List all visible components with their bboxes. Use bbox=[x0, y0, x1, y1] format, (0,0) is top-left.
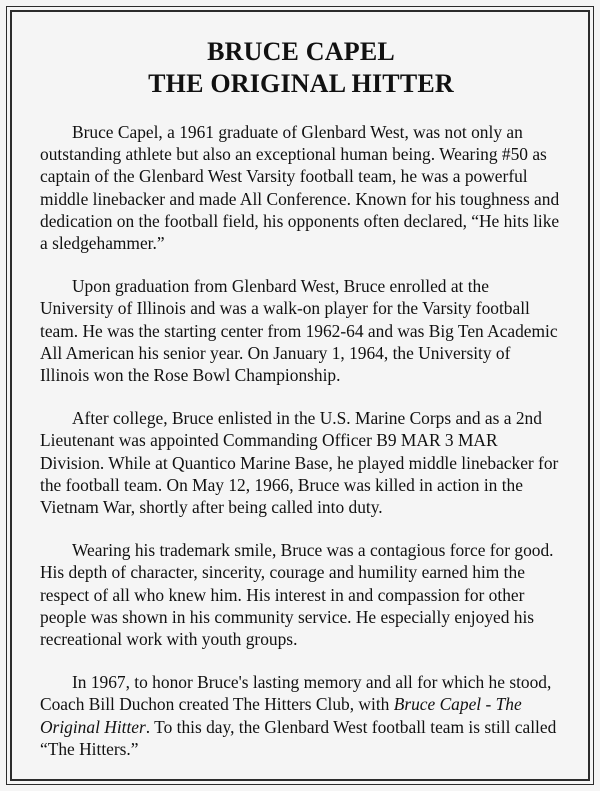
paragraph-university: Upon graduation from Glenbard West, Bruce enrolled at the University of Illinois and was a walk-on player for the Varsity football team. He was the starting center from 1962-64 and was Big Ten Academic All American his senior year. On January 1, 1964, the University of Illinois won the Rose Bowl Championship. bbox=[40, 276, 558, 386]
legacy-italic-title: Bruce Capel - The Original Hitter bbox=[40, 694, 522, 737]
paragraph-biography: Bruce Capel, a 1961 graduate of Glenbard West, was not only an outstanding athlete but also an exceptional human being. Wearing #50 as captain of the Glenbard West Varsity football team, he was a powerful middle linebacker and made All Conference. Known for his toughness and dedication on the football field, his opponents often declared, “He hits like a sledgehammer.” bbox=[40, 122, 560, 254]
title-line-name: BRUCE CAPEL bbox=[207, 37, 395, 66]
legacy-text-end: . To this day, the Glenbard West football team is still called “The Hitters.” bbox=[40, 716, 557, 759]
legacy-text-start: In 1967, to honor Bruce's lasting memory and all for which he stood, Coach Bill Duchon created The Hitters Club, with bbox=[40, 672, 552, 715]
title-line-subtitle: THE ORIGINAL HITTER bbox=[148, 69, 454, 98]
paragraph-marine-corps: After college, Bruce enlisted in the U.S. Marine Corps and as a 2nd Lieutenant was appointed Commanding Officer B9 MAR 3 MAR Division. While at Quantico Marine Base, he played middle linebacker for the football team. On May 12, 1966, Bruce was killed in action in the Vietnam War, shortly after being called into duty. bbox=[40, 408, 559, 518]
paragraph-character: Wearing his trademark smile, Bruce was a contagious force for good. His depth of character, sincerity, courage and humility earned him the respect of all who knew him. His interest in and compassion for other people was shown in his community service. He especially enjoyed his recreational work with youth groups. bbox=[40, 540, 554, 650]
paragraph-legacy bbox=[40, 671, 562, 760]
plaque-content bbox=[40, 30, 562, 760]
plaque-title bbox=[40, 36, 562, 100]
